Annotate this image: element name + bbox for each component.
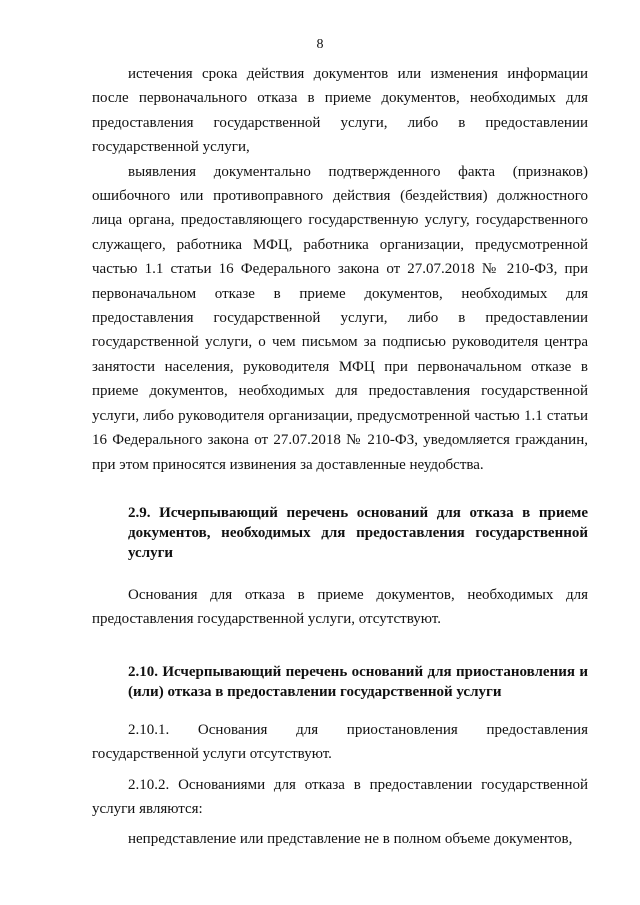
section-2-9-text: Основания для отказа в приеме документов, необходимых для предоставления государственной услуги, отсутствуют. <box>92 586 588 628</box>
section-2-10-1-text: 2.10.1. Основания для приостановления предоставления государственной услуги отсутствуют. <box>92 721 588 763</box>
section-heading-2-9: 2.9. Исчерпывающий перечень оснований для отказа в приеме документов, необходимых для предоставления государственной услуги <box>128 504 588 561</box>
document-body <box>92 62 588 852</box>
section-heading-2-10: 2.10. Исчерпывающий перечень оснований для приостановления и (или) отказа в предоставлении государственной услуги <box>128 663 588 700</box>
section-2-10-2-text: 2.10.2. Основаниями для отказа в предоставлении государственной услуги являются: <box>92 776 588 817</box>
paragraph-expiry: истечения срока действия документов или изменения информации после первоначального отказа в приеме документов, необходимых для предоставления государственной услуги, либо в предоставлении государственной услуги, <box>92 66 588 156</box>
page-number: 8 <box>316 37 324 52</box>
paragraph-error-detection: выявления документально подтвержденного факта (признаков) ошибочного или противоправного действия (бездействия) должностного лица органа, предоставляющего государственную услугу, государственного служащего, работника МФЦ, работника организации, предусмотренной частью 1.1 статьи 16 Федерального закона от 27.07.2018 № 210-ФЗ, при первоначальном отказе в приеме документов, необходимых для предоставления государственной услуги, либо в предоставлении государственной услуги, о чем письмом за подписью руководителя центра занятости населения, руководителя МФЦ при первоначальном отказе в приеме документов, необходимых для предоставления государственной услуги, либо руководителя организации, предусмотренной частью 1.1 статьи 16 Федерального закона от 27.07.2018 № 210-ФЗ, уведомляется гражданин, при этом приносятся извинения за доставленные неудобства. <box>92 163 588 473</box>
section-2-10-2-item: непредставление или представление не в полном объеме документов, <box>128 831 573 848</box>
